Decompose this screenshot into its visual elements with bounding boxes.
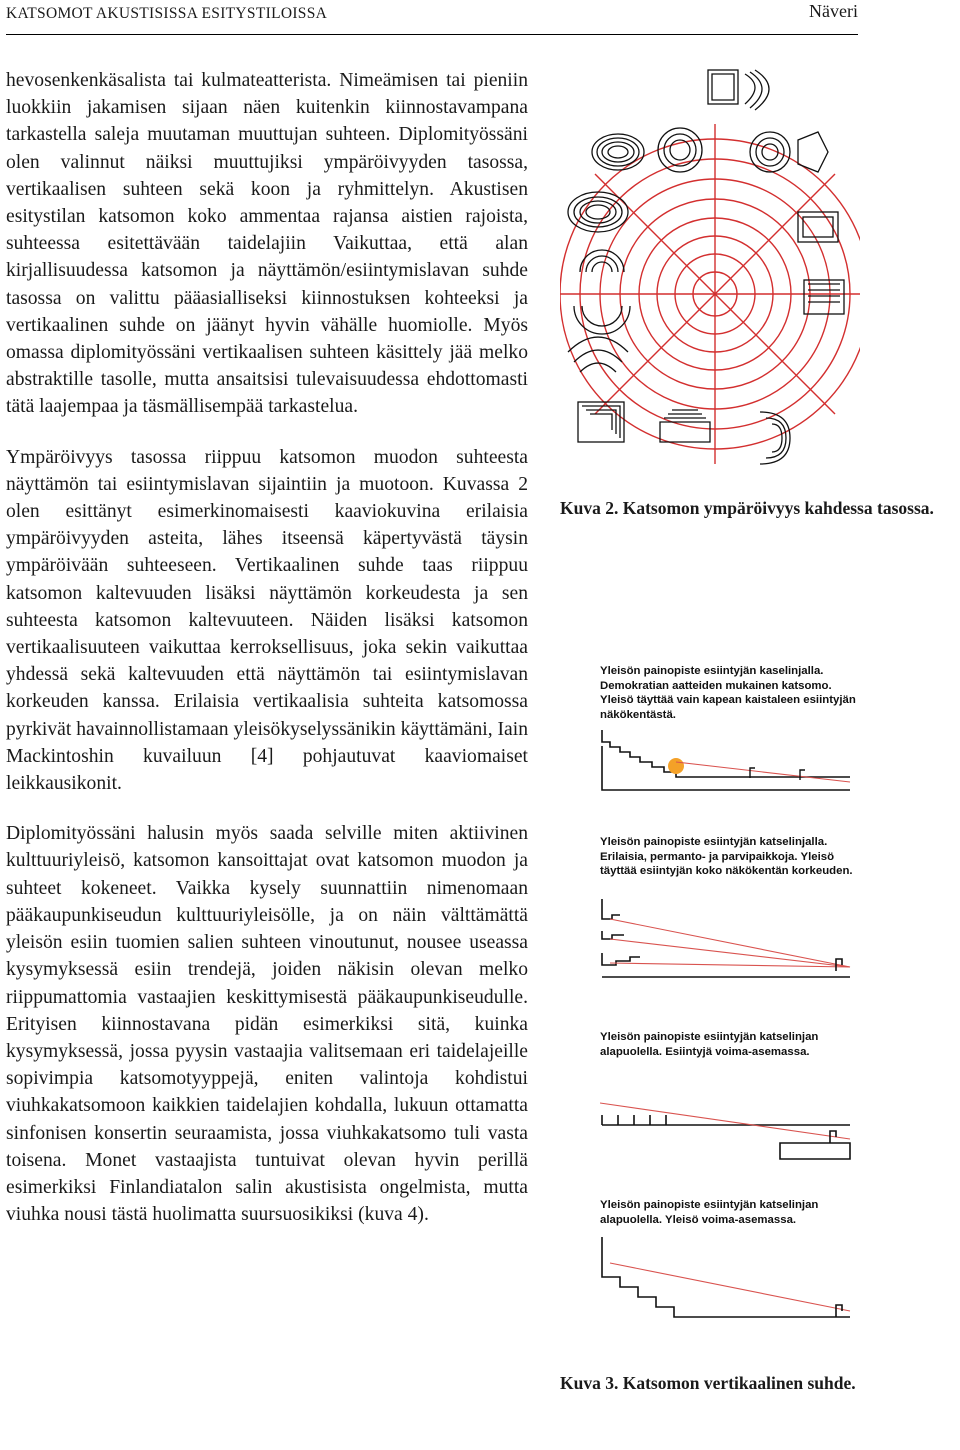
plan-icon-arena-right [750, 132, 828, 172]
section-icon-1 [600, 664, 862, 802]
body-text [6, 67, 528, 1251]
performer-marker [668, 758, 684, 774]
page-header [6, 0, 858, 35]
plan-icon-fan-left [568, 337, 628, 372]
sightline-4 [610, 1263, 850, 1311]
radial-target-diagram [560, 124, 860, 464]
plan-icon-oval-1 [592, 134, 644, 170]
figure-2-caption: Kuva 2. Katsomon ympäröivyys kahdessa tasossa. [560, 498, 934, 518]
section-icon-4 [600, 1198, 862, 1347]
author-name: Näveri [809, 1, 858, 21]
section-icon-3-text: Yleisön painopiste esiintyjän katselinjan alapuolella. Esiintyjä voima-asemassa. [600, 1031, 819, 1058]
section-icon-3 [600, 1030, 862, 1169]
paragraph-1: hevosenkenkäsalista tai kulmateatterista. Nimeämisen tai pieniin luokkiin jakamisen sijaan näen kuitenkin kiinnostavampana tarkastella saleja muutaman muuttujan suhteen. Diplomityössäni olen valinnut näiksi muuttujiksi ympäröivyyden tasossa, vertikaalisen suhteen sekä koon ja ryhmittelyn. Akustisen esitystilan katsomon koko ammentaa rajansa aistien rajoista, suhteessa esitettävään taidelajiin Vaikuttaa, että alan kirjallisuudessa katsomon ja näyttämön/esiintymislavan suhde tasossa on valittu pääasialliseksi kiinnostuksen kohteeksi ja vertikaalinen suhde on jäänyt hyvin vähälle huomiolle. Myös omassa diplomityössäni vertikaalisen suhteen käsittely jää melko abstraktille tasolle, mutta ansaitsisi tulevaisuudessa ehdottomasti tätä laajempaa ja täsmällisempää tarkastelua. [6, 70, 528, 418]
sightline-3 [600, 1103, 850, 1139]
figure-3-caption: Kuva 3. Katsomon vertikaalinen suhde. [560, 1373, 856, 1393]
section-icon-1-text: Yleisön painopiste esiintyjän kaselinjalla. Demokratian aatteiden mukainen katsomo. Yleisö täyttää vain kapean kaistaleen esiintyjän näkökentästä. [600, 665, 856, 721]
figure-2-plan-diagrams [560, 62, 860, 470]
section-icon-2-text: Yleisön painopiste esiintyjän katselinjalla. Erilaisia, permanto- ja parvipaikkoja. Yleisö täyttää esiintyjän koko näkökentän korkeuden. [600, 836, 853, 878]
section-icon-4-text: Yleisön painopiste esiintyjän katselinjan alapuolella. Yleisö voima-asemassa. [600, 1199, 819, 1226]
paragraph-3: Diplomityössäni halusin myös saada selville miten aktiivinen kulttuuriyleisö, katsomon kansoittajat ovat katsomon muodon ja suhteet kokeneet. Vaikka kysely suunnattiin nimenomaan pääkaupunkiseudun kulttuuriyleisölle, ja on näin välttämättä yleisön esiin tuomien salien suhteen vinoutunut, nousee useassa kysymyksessä esiin trendejä, joiden näkisin olevan melko riippumattomia vastaajien keskittymisestä pääkaupunkiseudulle. Erityisen kiinnostavana pidän esimerkiksi sitä, kuinka kysymyksessä, jossa pyysin vastaajia valitsemaan eri taidelajeille sopivimpia katsomotyyppejä, eniten valintoja kohdistui viuhkakatsomoon kaikkien taidelajien kohdalla, lukuun ottamatta sinfonisen konsertin seuraamista, jossa viuhkakatsomo tuli vasta toisena. Monet vastaajista tuntuivat olevan hyvin perillä esimerkiksi Finlandiatalon salin akustisista ongelmista, mutta viuhka nousi tästä huolimatta suursuosikiksi (kuva 4). [6, 823, 528, 1226]
running-title: KATSOMOT AKUSTISISSA ESITYSTILOISSA [6, 5, 328, 22]
plan-icon-round-top [658, 128, 702, 172]
paragraph-2: Ympäröivyys tasossa riippuu katsomon muodon suhteesta näyttämön tai esiintymislavan sijaintiin ja muotoon. Kuvassa 2 olen esittänyt esimerkinomaisesti kaaviokuvina erilaisia ympäröivyyden asteita, lähes itseensä käpertyvästä täysin ympäröivään suhteeseen. Vertikaalinen suhde taas riippuu katsomon kaltevuuden lisäksi näyttämön korkeudesta ja sen suhteesta katsomon kaltevuuteen. Näiden lisäksi katsomon vertikaalisuuteen vaikuttaa kerroksellisuus, joka sekin vaikuttaa yhdessä sekä kaltevuuden että näyttämön tai esiintymislavan korkeuden kanssa. Erilaisia vertikaalisia suhteita katsomossa pyrkivät havainnollistamaan yleisökyselyssänikin käyttämäni, Iain Mackintoshin kuvailuun [4] pohjautuvat kaaviomaiset leikkausikonit. [6, 446, 528, 795]
sightline [676, 762, 850, 782]
section-icon-2 [600, 835, 862, 989]
plan-icon-top [708, 70, 769, 110]
